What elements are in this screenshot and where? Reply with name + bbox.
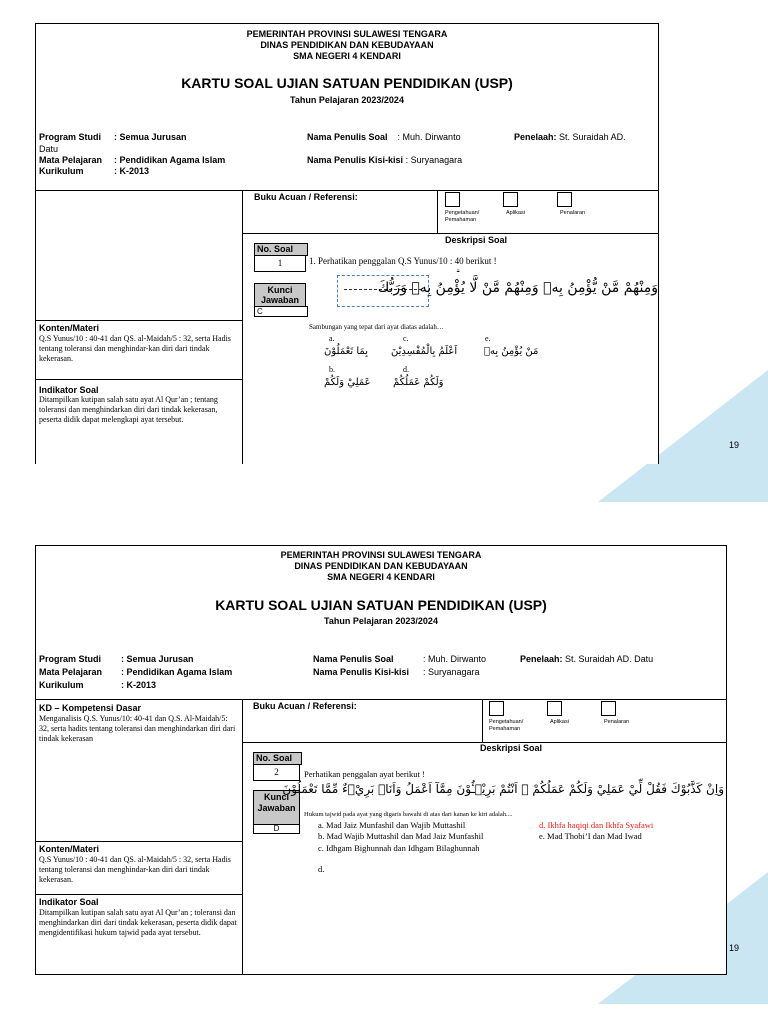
- option-e-letter: e.: [485, 334, 491, 343]
- option-c: اَعْلَمُ بِالْمُفْسِدِيْنَ: [391, 346, 458, 357]
- school-year: Tahun Pelajaran 2023/2024: [324, 616, 438, 626]
- konten-materi-label: Konten/Materi: [39, 323, 100, 333]
- konten-materi-text: Q.S Yunus/10 : 40-41 dan QS. al-Maidah/5 : 32, serta Hadis tentang toleransi dan menghindar-kan diri dari tindak kekerasan.: [39, 855, 231, 884]
- nama-penulis-kisi: Nama Penulis Kisi-kisi : Suryanagara: [313, 667, 480, 677]
- check-label-aplikasi: Aplikasi: [550, 719, 569, 725]
- gov-line-1: PEMERINTAH PROVINSI SULAWESI TENGARA: [280, 550, 482, 560]
- check-label-pengetahuan: Pengetahuan/ Pemahaman: [445, 210, 480, 223]
- deskripsi-soal-label: Deskripsi Soal: [445, 235, 508, 245]
- deskripsi-soal-label: Deskripsi Soal: [480, 743, 543, 753]
- program-studi: Program Studi : Semua Jurusan: [39, 654, 194, 664]
- program-studi: Program Studi : Semua Jurusan: [39, 132, 187, 142]
- gov-line-2: DINAS PENDIDIKAN DAN KEBUDAYAAN: [260, 40, 434, 50]
- exam-card-1: [35, 23, 659, 464]
- kd-text: Menganalisis Q.S. Yunus/10: 40-41 dan Q.S. Al-Maidah/5: 32, serta hadits tentang toleransi dan menghindarkan diri dari tindak kekerasan: [39, 714, 236, 743]
- prompt-text: Sambungan yang tepat dari ayat diatas adalah…: [309, 323, 444, 331]
- indikator-soal-text: Ditampilkan kutipan salah satu ayat Al Qur’an ; toleransi dan menghindarkan diri dari tindak kekerasan, peserta didik dapat mengidentifikasi hukum tajwid pada ayat tersebut.: [39, 908, 237, 937]
- no-soal-label: No. Soal: [254, 243, 308, 256]
- exam-card-2: [35, 545, 727, 975]
- checkbox-penalaran[interactable]: [601, 701, 616, 716]
- page-number: 19: [729, 440, 740, 450]
- check-label-penalaran: Penalaran: [560, 210, 586, 216]
- option-d-letter: d.: [318, 864, 325, 874]
- arabic-verse: وَمِنْهُمْ مَّنْ يُّؤْمِنُ بِهٖ وَمِنْهُمْ مَّنْ لَّا يُؤْمِنُ بِهٖ وَرَبُّكَ: [377, 280, 658, 296]
- arabic-verse: وَاِنْ كَذَّبُوْكَ فَقُلْ لِّيْ عَمَلِيْ وَلَكُمْ عَمَلُكُمْ ۚ اَنْتُمْ بَرِيْۤـُٔوْنَ مِمَّآ اَعْمَلُ وَاَنَا۠ بَرِيْۤءٌ مِّمَّا تَعْمَلُوْنَ: [282, 782, 724, 796]
- indikator-soal-label: Indikator Soal: [39, 385, 99, 395]
- option-b: b. Mad Wajib Muttashil dan Mad Jaiz Munfashil: [318, 831, 484, 841]
- checkbox-aplikasi[interactable]: [547, 701, 562, 716]
- kd-label: KD – Kompetensi Dasar: [39, 703, 142, 713]
- option-a: a. Mad Jaiz Munfashil dan Wajib Muttashil: [318, 820, 466, 830]
- option-a-letter: a.: [329, 334, 335, 343]
- option-c: c. Idhgam Bighunnah dan Idhgam Bilaghunnah: [318, 843, 480, 853]
- gov-line-2: DINAS PENDIDIKAN DAN KEBUDAYAAN: [294, 561, 468, 571]
- kunci-jawaban-label: Kunci Jawaban: [253, 790, 300, 826]
- option-e: e. Mad Thobi’I dan Mad Iwad: [539, 831, 642, 841]
- checkbox-aplikasi[interactable]: [503, 192, 518, 207]
- nama-penulis-soal: Nama Penulis Soal : Muh. Dirwanto: [313, 654, 487, 664]
- penelaah: Penelaah: St. Suraidah AD. Datu: [520, 654, 654, 664]
- no-soal-label: No. Soal: [253, 752, 302, 765]
- kurikulum: Kurikulum : K-2013: [39, 680, 157, 690]
- nama-penulis-kisi: Nama Penulis Kisi-kisi : Suryanagara: [307, 155, 463, 165]
- check-label-aplikasi: Aplikasi: [506, 210, 525, 216]
- checkbox-pengetahuan[interactable]: [445, 192, 460, 207]
- mata-pelajaran: Mata Pelajaran : Pendidikan Agama Islam: [39, 667, 233, 677]
- check-label-penalaran: Penalaran: [604, 719, 630, 725]
- option-e: مَنْ يُؤْمِنُ بِهٖ: [484, 346, 539, 357]
- kunci-jawaban-value: D: [253, 824, 300, 834]
- option-a: بِمَا تَعْمَلُوْنَ: [324, 346, 368, 357]
- school-year: Tahun Pelajaran 2023/2024: [290, 95, 404, 105]
- kunci-jawaban-label: Kunci Jawaban: [254, 283, 306, 308]
- option-d: وَلَكُمْ عَمَلُكُمْ: [393, 377, 444, 388]
- option-d-letter: d.: [403, 365, 409, 374]
- konten-materi-label: Konten/Materi: [39, 844, 100, 854]
- buku-acuan-label: Buku Acuan / Referensi:: [254, 192, 358, 202]
- question-text: Perhatikan penggalan ayat berikut !: [304, 769, 425, 779]
- card-title: KARTU SOAL UJIAN SATUAN PENDIDIKAN (USP): [181, 75, 513, 91]
- prompt-text: Hukum tajwid pada ayat yang digaris bawahi di atas dari kanan ke kiri adalah....: [304, 811, 513, 818]
- no-soal-value: 1: [254, 255, 306, 272]
- mata-pelajaran: Mata Pelajaran : Pendidikan Agama Islam: [39, 155, 226, 165]
- gov-line-1: PEMERINTAH PROVINSI SULAWESI TENGARA: [246, 29, 448, 39]
- option-b: عَمَلِيْ وَلَكُمْ: [324, 377, 371, 388]
- indikator-soal-label: Indikator Soal: [39, 897, 99, 907]
- card-title: KARTU SOAL UJIAN SATUAN PENDIDIKAN (USP): [215, 597, 547, 613]
- page-number: 19: [729, 943, 740, 953]
- gov-line-3: SMA NEGERI 4 KENDARI: [293, 51, 401, 61]
- penelaah: Penelaah: St. Suraidah AD.: [514, 132, 626, 142]
- checkbox-pengetahuan[interactable]: [489, 701, 504, 716]
- buku-acuan-label: Buku Acuan / Referensi:: [253, 701, 357, 711]
- checkbox-penalaran[interactable]: [557, 192, 572, 207]
- check-label-pengetahuan: Pengetahuan/ Pemahaman: [489, 719, 524, 732]
- no-soal-value: 2: [253, 764, 300, 781]
- option-b-letter: b.: [329, 365, 335, 374]
- gov-line-3: SMA NEGERI 4 KENDARI: [327, 572, 435, 582]
- question-text: 1. Perhatikan penggalan Q.S Yunus/10 : 40 berikut !: [309, 256, 497, 266]
- indikator-soal-text: Ditampilkan kutipan salah satu ayat Al Qur’an ; tentang toleransi dan menghindarkan diri dari tindak kekerasan, peserta didik dapat melengkapi ayat tersebut.: [39, 395, 218, 424]
- kunci-jawaban-value: C: [254, 306, 308, 317]
- option-c-letter: c.: [403, 334, 409, 343]
- kurikulum: Kurikulum : K-2013: [39, 166, 150, 176]
- option-d: d. Ikhfa haqiqi dan Ikhfa Syafawi: [539, 820, 654, 830]
- konten-materi-text: Q.S Yunus/10 : 40-41 dan QS. al-Maidah/5 : 32, serta Hadis tentang toleransi dan menghindar-kan diri dari tindak kekerasan.: [39, 334, 231, 363]
- penelaah-wrap: Datu: [39, 144, 59, 154]
- nama-penulis-soal: Nama Penulis Soal : Muh. Dirwanto: [307, 132, 461, 142]
